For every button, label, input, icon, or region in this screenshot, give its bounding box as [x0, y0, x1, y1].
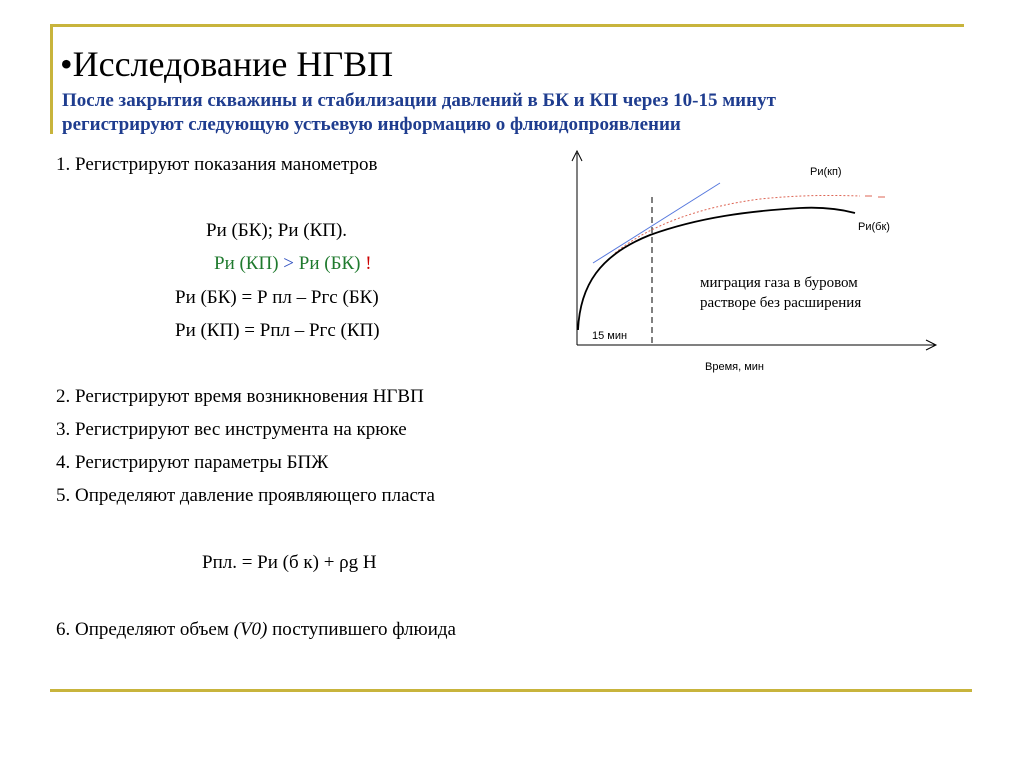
top-rule: [50, 24, 964, 27]
tangent-line: [593, 183, 720, 263]
slide-subtitle: [62, 89, 776, 137]
subtitle-line-2: регистрируют следующую устьевую информацию о флюидопроявлении: [62, 114, 681, 135]
item-6-variable: (V0): [233, 619, 268, 640]
item-6-suffix: поступившего флюида: [267, 619, 456, 640]
bottom-rule: [50, 689, 972, 692]
label-15min: 15 мин: [592, 330, 628, 342]
migration-note-line-1: миграция газа в буровом: [700, 275, 858, 291]
left-rule: [50, 24, 53, 134]
formula-pressures: Ри (БК); Ри (КП).: [206, 220, 348, 241]
curve-kp: [615, 195, 860, 253]
slide-title: •Исследование НГВП: [60, 44, 394, 84]
formula-kp: Ри (КП) = Рпл – Ргс (КП): [175, 320, 380, 341]
item-1: 1. Регистрируют показания манометров: [56, 154, 378, 175]
formula-reservoir-pressure: Рпл. = Ри (б к) + ρg H: [202, 552, 377, 573]
formula-compare-exclamation: !: [365, 253, 372, 274]
migration-note: [700, 273, 861, 313]
formula-compare: [214, 252, 372, 276]
migration-note-line-2: растворе без расширения: [700, 295, 862, 311]
formula-compare-right: Ри (БК): [298, 253, 361, 274]
item-2: 2. Регистрируют время возникновения НГВП: [56, 386, 424, 407]
item-4: 4. Регистрируют параметры БПЖ: [56, 452, 329, 473]
formula-compare-left: Ри (КП): [214, 253, 279, 274]
subtitle-line-1: После закрытия скважины и стабилизации давлений в БК и КП через 10-15 минут: [62, 90, 776, 111]
item-6: [56, 618, 456, 642]
x-axis-label: Время, мин: [705, 361, 764, 373]
item-5: 5. Определяют давление проявляющего пласта: [56, 485, 435, 506]
item-6-prefix: 6. Определяют объем: [56, 619, 234, 640]
pressure-time-diagram: [560, 145, 960, 385]
item-3: 3. Регистрируют вес инструмента на крюке: [56, 419, 407, 440]
formula-compare-sign: >: [283, 253, 295, 274]
formula-bk: Ри (БК) = Р пл – Ргс (БК): [175, 287, 379, 308]
label-bk: Ри(бк): [858, 221, 890, 233]
label-kp: Ри(кп): [810, 166, 842, 178]
